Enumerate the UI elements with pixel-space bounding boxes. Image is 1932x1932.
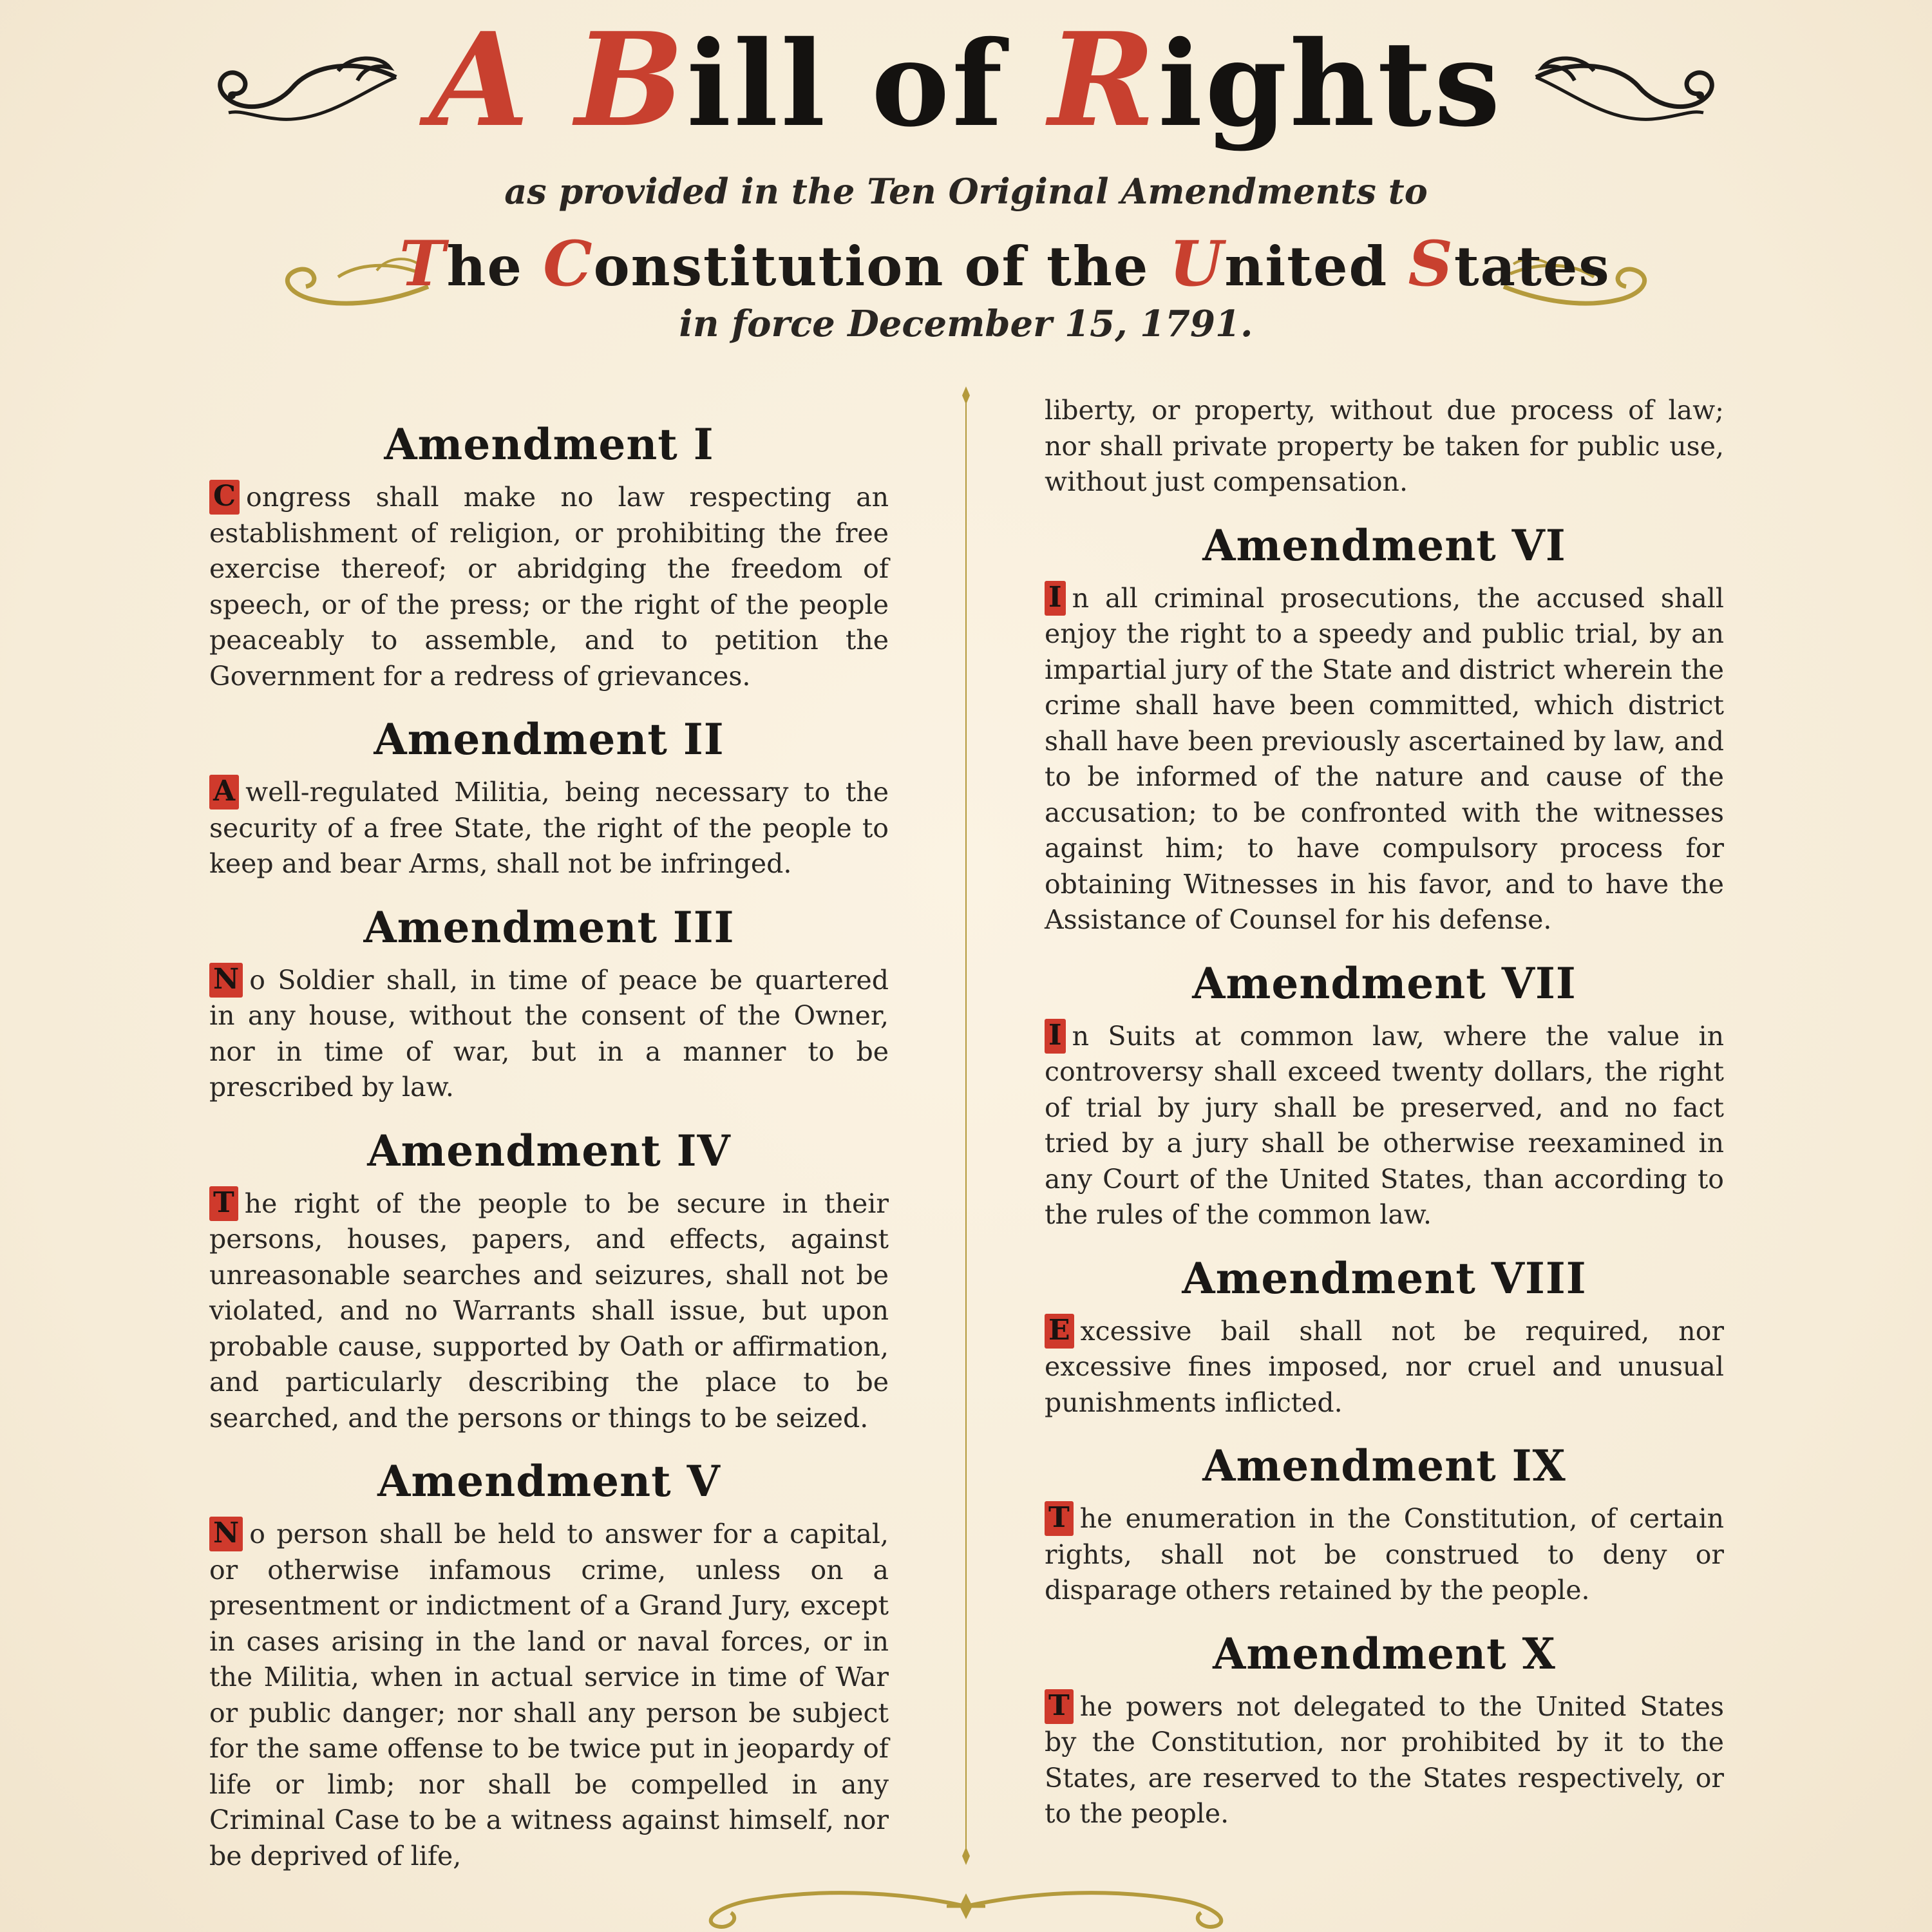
- drop-cap: T: [1045, 1689, 1074, 1724]
- amendment-body: n Suits at common law, where the value in controversy shall exceed twenty dollars, the right of trial by jury shall be preserved, and no fact tried by a jury shall be otherwise reexamined in any Court of the United States, than according to the rules of the common law.: [1045, 1020, 1724, 1230]
- document-subtitle: as provided in the Ten Original Amendments to: [504, 171, 1428, 212]
- in-force-date: in force December 15, 1791.: [679, 303, 1253, 345]
- amendment-title: Amendment III: [363, 902, 735, 952]
- amendment-text: [1045, 581, 1724, 938]
- constitution-part: U: [1169, 227, 1225, 300]
- amendment-title: Amendment V: [377, 1456, 721, 1506]
- amendment-title: Amendment II: [374, 714, 724, 764]
- amendment-title: Amendment VIII: [1182, 1253, 1587, 1303]
- constitution-part: S: [1408, 227, 1454, 300]
- amendment-text: [209, 1517, 889, 1874]
- amendment-text: [1045, 1689, 1724, 1832]
- amendment-block: [209, 419, 889, 694]
- amendment-body: he right of the people to be secure in their persons, houses, papers, and effects, against unreasonable searches and seizures, shall not be violated, and no Warrants shall issue, but upon probable cause, supported by Oath or affirmation, and particularly describing the place to be searched, and the persons or things to be seized.: [209, 1188, 889, 1434]
- title-part: A: [429, 5, 532, 156]
- amendment-text: [209, 1186, 889, 1437]
- amendment-text: [1045, 1314, 1724, 1421]
- column-divider: [964, 393, 968, 1861]
- drop-cap: N: [209, 1517, 243, 1551]
- amendment-block: [209, 902, 889, 1106]
- drop-cap: A: [209, 775, 239, 810]
- amendment-body: he enumeration in the Constitution, of certain rights, shall not be construed to deny or disparage others retained by the people.: [1045, 1503, 1724, 1605]
- divider-top-finial-icon: [957, 386, 975, 412]
- title-part: ill of: [687, 15, 1048, 153]
- amendment-body: ongress shall make no law respecting an establishment of religion, or prohibiting the free exercise thereof; or abridging the freedom of speech, or of the press; or the right of the people peaceably to assemble, and to petition the Government for a redress of grievances.: [209, 482, 889, 692]
- amendment-body: he powers not delegated to the United States by the Constitution, nor prohibited by it to the States, are reserved to the States respectively, or to the people.: [1045, 1690, 1724, 1829]
- drop-cap: T: [1045, 1501, 1074, 1536]
- left-column: [209, 393, 889, 1874]
- title-part: [532, 15, 575, 153]
- amendment-title: Amendment VII: [1192, 958, 1577, 1009]
- amendment-text: [209, 480, 889, 694]
- amendment-title: Amendment X: [1213, 1628, 1556, 1679]
- amendment-text: [1045, 1019, 1724, 1233]
- amendment-text: [1045, 1501, 1724, 1609]
- constitution-part: T: [399, 227, 447, 300]
- drop-cap: N: [209, 963, 243, 998]
- amendment-body: well-regulated Militia, being necessary to the security of a free State, the right of the people to keep and bear Arms, shall not be infringed.: [209, 777, 889, 879]
- right-title-flourish-icon: [1523, 52, 1729, 135]
- constitution-heading: [399, 225, 1611, 303]
- drop-cap: I: [1045, 1019, 1066, 1054]
- title-part: ights: [1158, 15, 1503, 153]
- amendment-block: [209, 1125, 889, 1437]
- amendment-body: xcessive bail shall not be required, nor excessive fines imposed, nor cruel and unusual punishments inflicted.: [1045, 1315, 1724, 1418]
- amendment-block: [1045, 1440, 1724, 1609]
- drop-cap: T: [209, 1186, 238, 1221]
- constitution-part: tates: [1454, 234, 1611, 298]
- amendment-block: [1045, 1253, 1724, 1421]
- amendment-block: [209, 714, 889, 882]
- constitution-part: C: [543, 227, 594, 300]
- drop-cap: I: [1045, 581, 1066, 616]
- amendment-title: Amendment IX: [1202, 1441, 1566, 1491]
- constitution-part: he: [446, 234, 544, 298]
- amendment-body: o Soldier shall, in time of peace be quartered in any house, without the consent of the Owner, nor in time of war, but in a manner to be prescribed by law.: [209, 964, 889, 1103]
- amendment-v-continuation: liberty, or property, without due process of law; nor shall private property be taken for public use, without just compensation.: [1045, 395, 1724, 497]
- drop-cap: E: [1045, 1314, 1074, 1349]
- amendment-block: [1045, 1628, 1724, 1832]
- amendment-title: Amendment I: [384, 419, 714, 469]
- amendment-block: [1045, 520, 1724, 938]
- constitution-part: nited: [1224, 234, 1408, 298]
- document-title: [386, 6, 1546, 155]
- title-part: B: [575, 5, 687, 156]
- amendment-block: [209, 1455, 889, 1874]
- right-column: [1045, 393, 1724, 1832]
- amendment-block: [1045, 958, 1724, 1233]
- amendment-text: [209, 775, 889, 882]
- constitution-part: onstitution of the: [593, 234, 1170, 298]
- title-part: R: [1048, 5, 1159, 156]
- amendment-title: Amendment IV: [367, 1125, 731, 1176]
- left-title-flourish-icon: [203, 52, 409, 135]
- drop-cap: C: [209, 480, 240, 515]
- amendment-title: Amendment VI: [1202, 520, 1566, 571]
- amendment-body: n all criminal prosecutions, the accused shall enjoy the right to a speedy and public trial, by an impartial jury of the State and district wherein the crime shall have been committed, which district shall have been previously ascertained by law, and to be informed of the nature and cause of the accusation; to be confronted with the witnesses against him; to have compulsory process for obtaining Witnesses in his favor, and to have the Assistance of Counsel for his defense.: [1045, 582, 1724, 935]
- bottom-gold-flourish-icon: [663, 1880, 1269, 1932]
- amendment-text: [209, 963, 889, 1106]
- divider-bottom-finial-icon: [957, 1841, 975, 1866]
- amendment-body: o person shall be held to answer for a capital, or otherwise infamous crime, unless on a presentment or indictment of a Grand Jury, except in cases arising in the land or naval forces, or in the Militia, when in actual service in time of War or public danger; nor shall any person be subject for the same offense to be twice put in jeopardy of life or limb; nor shall be compelled in any Criminal Case to be a witness against himself, nor be deprived of life,: [209, 1519, 889, 1871]
